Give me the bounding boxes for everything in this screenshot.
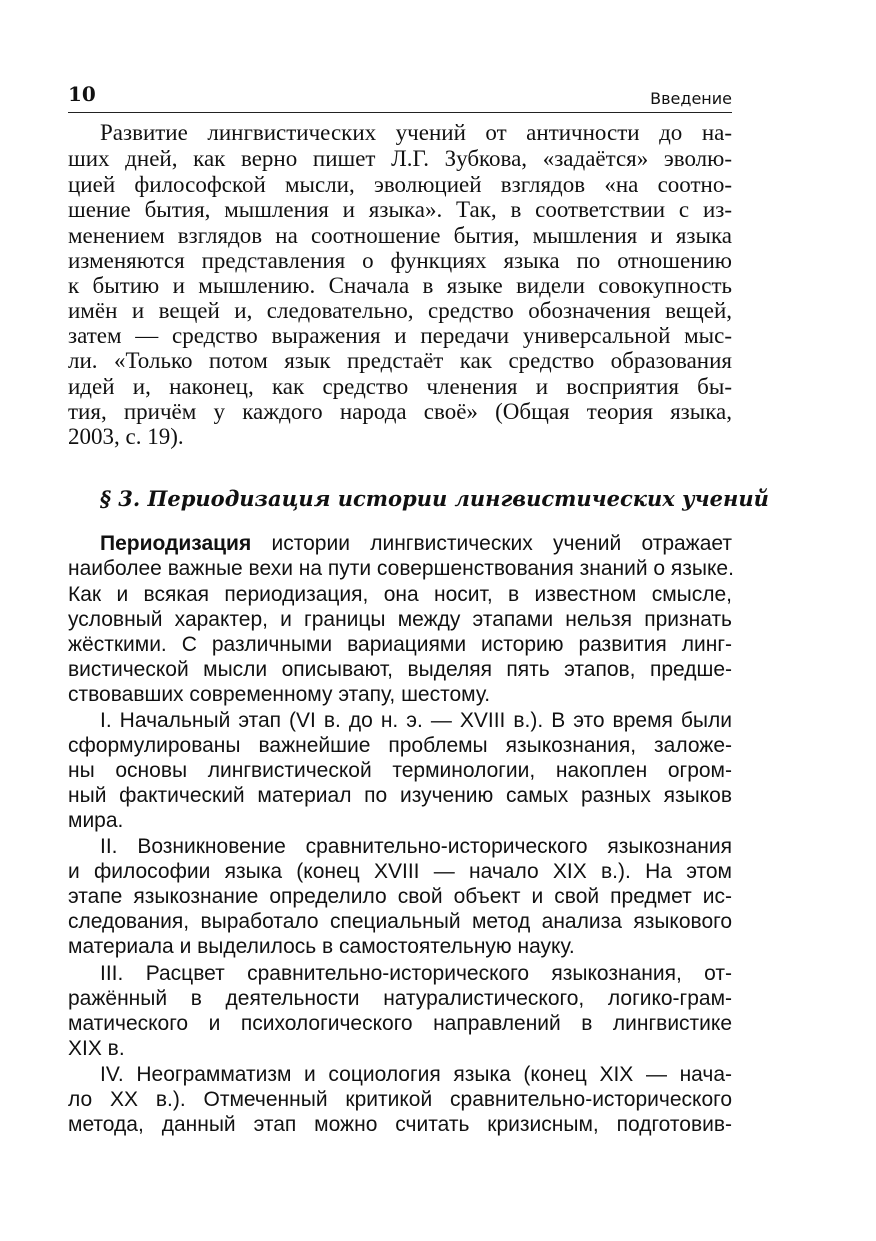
text-line: к бытию и мышлению. Сначала в языке видели совокупность	[68, 273, 732, 298]
text-line: ствовавших современному этапу, шестому.	[68, 683, 491, 706]
text-line: мира.	[68, 809, 124, 832]
text-line: метода, данный этап можно считать кризисным, подготовив-	[68, 1113, 732, 1136]
text-line: менением взглядов на соотношение бытия, мышления и языка	[68, 223, 732, 248]
text-line: имён и вещей и, следовательно, средство обозначения вещей,	[68, 298, 732, 323]
text-line: ражённый в деятельности натуралистического, логико-грам-	[68, 987, 732, 1010]
text-line: материала и выделилось в самостоятельную науку.	[68, 935, 575, 958]
text-line: ны основы лингвистической терминологии, накоплен огром-	[68, 759, 732, 782]
text-span: истории лингвистических учений отражает	[251, 532, 732, 555]
text-line: ших дней, как верно пишет Л.Г. Зубкова, «задаётся» эволю-	[68, 146, 732, 171]
text-line: затем — средство выражения и передачи универсальной мыс-	[68, 323, 732, 348]
text-line	[100, 531, 732, 556]
text-line: 2003, с. 19).	[68, 424, 184, 449]
text-line: XIX в.	[68, 1037, 125, 1060]
text-line: I. Начальный этап (VI в. до н. э. — XVIII в.). В это время были	[100, 709, 732, 732]
bold-term: Периодизация	[100, 532, 252, 555]
text-line: изменяются представления о функциях языка по отношению	[68, 248, 732, 273]
text-line: Развитие лингвистических учений от античности до на-	[100, 120, 732, 145]
text-line: идей и, наконец, как средство членения и восприятия бы-	[68, 374, 732, 399]
text-line: этапе языкознание определило свой объект и свой предмет ис-	[68, 885, 732, 908]
text-line: следования, выработало специальный метод анализа языкового	[68, 910, 732, 933]
text-line: ло XX в.). Отмеченный критикой сравнительно-исторического	[68, 1088, 732, 1111]
text-line: наиболее важные вехи на пути совершенствования знаний о языке.	[68, 557, 734, 580]
text-line: Как и всякая периодизация, она носит, в известном смысле,	[68, 583, 732, 606]
text-line: ный фактический материал по изучению самых разных языков	[68, 784, 732, 807]
text-line: шение бытия, мышления и языка». Так, в соответствии с из-	[68, 197, 732, 222]
text-line: II. Возникновение сравнительно-исторического языкознания	[100, 835, 732, 858]
text-line: жёсткими. С различными вариациями историю развития линг-	[68, 633, 732, 656]
text-line: III. Расцвет сравнительно-исторического языкознания, от-	[100, 962, 732, 985]
text-line: матического и психологического направлений в лингвистике	[68, 1012, 732, 1035]
text-line: условный характер, и границы между этапами нельзя признать	[68, 608, 732, 631]
page-header	[68, 82, 732, 113]
text-line: ли. «Только потом язык предстаёт как средство образования	[68, 348, 732, 373]
text-line: IV. Неограмматизм и социология языка (конец XIX — нача-	[100, 1063, 732, 1086]
text-line: сформулированы важнейшие проблемы языкознания, заложе-	[68, 734, 732, 757]
text-line: вистической мысли описывают, выделяя пять этапов, предше-	[68, 658, 732, 681]
page-number: 10	[68, 82, 96, 106]
text-line: и философии языка (конец XVIII — начало XIX в.). На этом	[68, 860, 732, 883]
running-head: Введение	[650, 89, 732, 108]
section-heading: § 3. Периодизация истории лингвистических учений	[100, 486, 769, 511]
text-line: цией философской мысли, эволюцией взглядов «на соотно-	[68, 172, 732, 197]
text-line: тия, причём у каждого народа своё» (Общая теория языка,	[68, 399, 732, 424]
